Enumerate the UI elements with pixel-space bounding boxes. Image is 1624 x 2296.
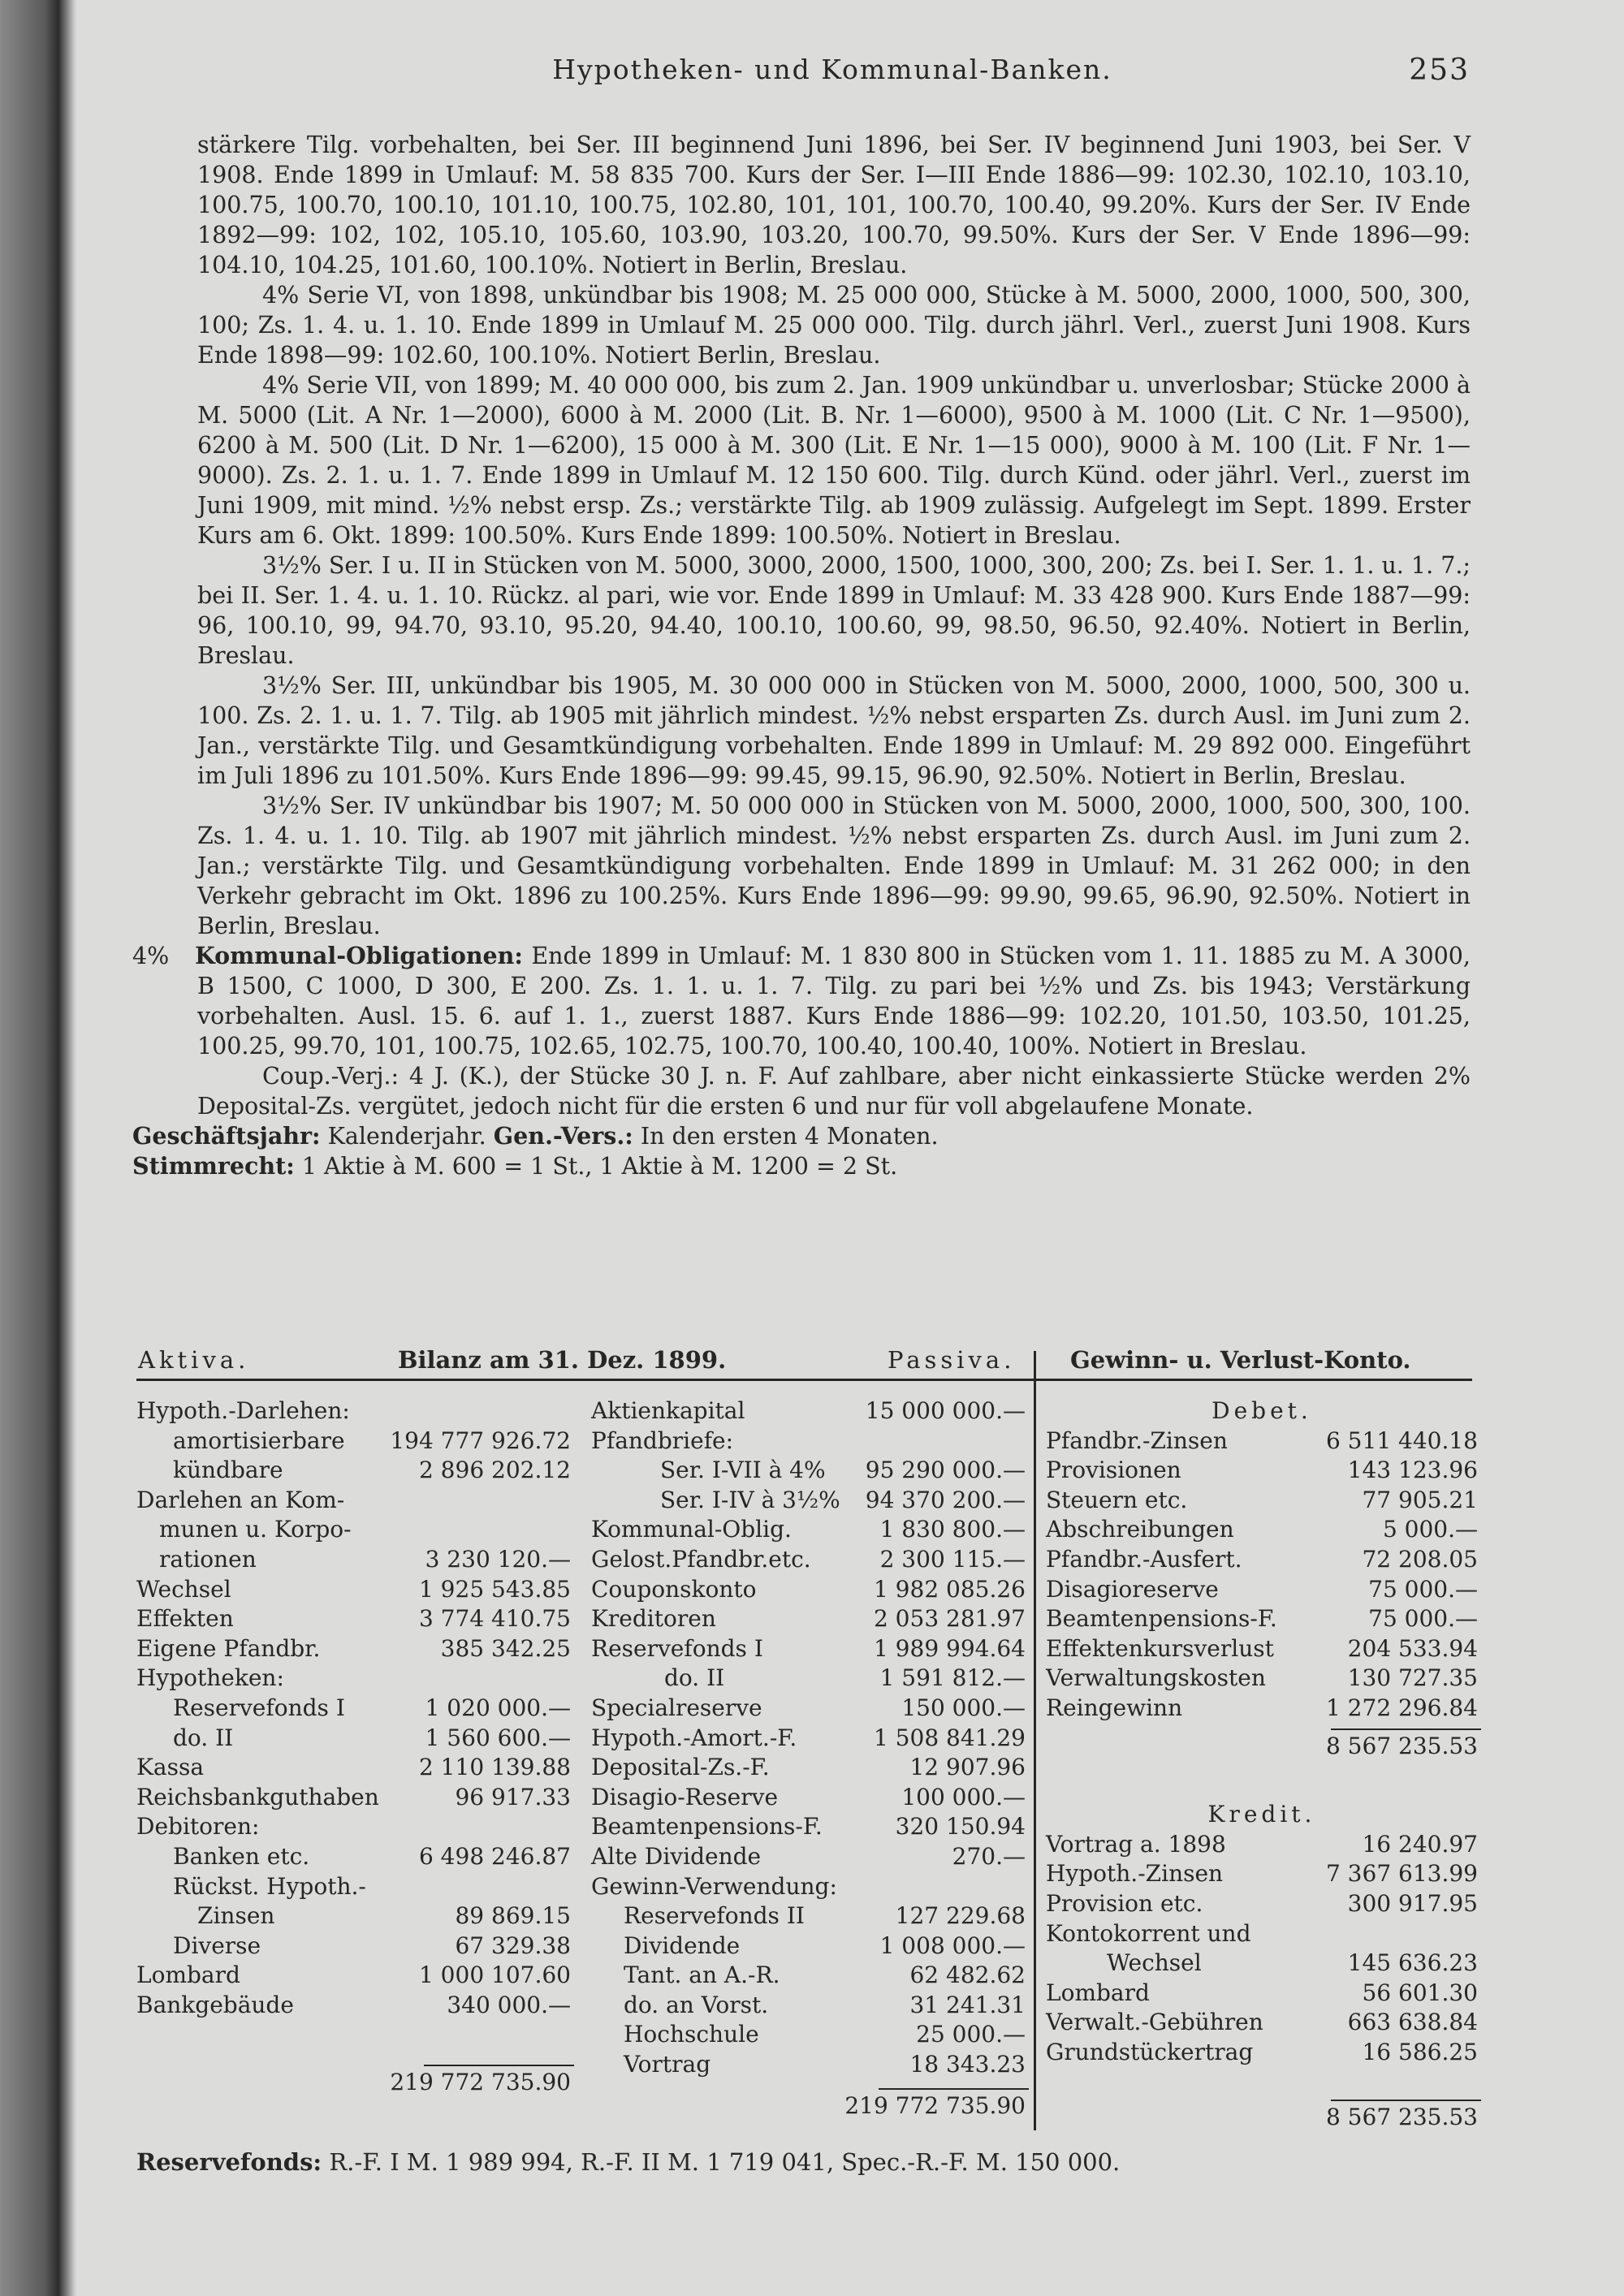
balance-row xyxy=(136,1901,571,1931)
body-text xyxy=(132,130,1471,1181)
balance-row-label: Steuern etc. xyxy=(1046,1486,1188,1513)
balance-heading-row xyxy=(136,1346,1472,1380)
balance-row-value: 16 240.97 xyxy=(1362,1830,1478,1858)
balance-row xyxy=(591,1931,1026,1962)
balance-row xyxy=(591,1842,1026,1872)
balance-row xyxy=(136,1515,571,1545)
balance-row-label: do. II xyxy=(173,1724,234,1751)
balance-row xyxy=(1046,1979,1478,2009)
balance-row xyxy=(591,1426,1026,1457)
balance-row xyxy=(136,1872,571,1902)
stimmrecht-label: Stimmrecht: xyxy=(132,1152,295,1180)
balance-row-value: 1 830 800.— xyxy=(879,1516,1026,1543)
balance-row-value: 62 482.62 xyxy=(909,1962,1026,1989)
gen-vers-value: In den ersten 4 Monaten. xyxy=(640,1123,939,1150)
sum-rule xyxy=(424,2065,574,2066)
balance-row-label: amortisierbare xyxy=(173,1426,345,1454)
balance-row-label: munen u. Korpo- xyxy=(159,1516,352,1543)
balance-row-label: Abschreibungen xyxy=(1046,1516,1234,1543)
book-binding-edge xyxy=(0,0,77,2296)
balance-total-value: 219 772 735.90 xyxy=(390,2069,571,2096)
reservefonds-value: R.-F. I M. 1 989 994, R.-F. II M. 1 719 041, Spec.-R.-F. M. 150 000. xyxy=(329,2148,1121,2176)
balance-row-label: Reservefonds I xyxy=(173,1694,345,1721)
balance-row-label: Zinsen xyxy=(197,1902,275,1930)
balance-row xyxy=(136,1812,571,1842)
balance-row-value: 300 917.95 xyxy=(1347,1889,1478,1917)
balance-row-value: 1 560 600.— xyxy=(425,1724,571,1751)
balance-row xyxy=(591,1486,1026,1516)
balance-row xyxy=(1046,1919,1478,1949)
balance-row-value: 130 727.35 xyxy=(1347,1664,1478,1692)
balance-row-label: Provision etc. xyxy=(1046,1889,1203,1917)
balance-row-label: Ser. I-IV à 3½% xyxy=(660,1486,840,1513)
balance-row xyxy=(136,1634,571,1664)
balance-row-label: Hypoth.-Zinsen xyxy=(1046,1860,1224,1888)
balance-row xyxy=(136,1694,571,1724)
balance-row-label: Hochschule xyxy=(624,2021,759,2048)
balance-row-value: 145 636.23 xyxy=(1347,1949,1478,1977)
geschaeftsjahr-label: Geschäftsjahr: xyxy=(132,1122,321,1150)
kommunal-heading: Kommunal-Obligationen: xyxy=(195,942,523,969)
balance-row xyxy=(136,1545,571,1575)
balance-row-value: 25 000.— xyxy=(916,2021,1026,2048)
balance-row xyxy=(136,1396,571,1426)
balance-row-value: 270.— xyxy=(952,1842,1026,1870)
page-header xyxy=(195,54,1470,94)
balance-row-label: Kontokorrent und xyxy=(1046,1919,1251,1947)
balance-row-value: 150 000.— xyxy=(901,1694,1026,1721)
kommunal-text: Ende 1899 in Umlauf: M. 1 830 800 in Stücken vom 1. 11. 1885 zu M. A 3000, B 1500, C 1000, D 300, E 200. Zs. 1. 1. u. 1. 7. Tilg. zu pari bei ½% und Zs. bis 1943; Verstärkung vorbehalten. Ausl. 15. 6. auf 1. 1., zuerst 1887. Kurs Ende 1886—99: 102.20, 101.50, 103.50, 101.25, 100.25, 99.70, 101, 100.75, 102.65, 102.75, 100.70, 100.40, 100.40, 100%. Notiert in Breslau. xyxy=(197,943,1471,1060)
balance-row-value: 385 342.25 xyxy=(440,1634,571,1662)
balance-row xyxy=(591,1604,1026,1634)
balance-row-value: 56 601.30 xyxy=(1362,1979,1478,2006)
balance-row-value: 6 498 246.87 xyxy=(418,1842,571,1870)
balance-row-label: Reingewinn xyxy=(1046,1694,1183,1721)
balance-row-value: 663 638.84 xyxy=(1347,2009,1478,2036)
balance-row-value: 320 150.94 xyxy=(895,1813,1026,1841)
balance-row xyxy=(591,1456,1026,1486)
balance-row-value: 143 123.96 xyxy=(1347,1457,1478,1484)
balance-row-label: Alte Dividende xyxy=(591,1842,762,1870)
balance-row-value: 75 000.— xyxy=(1368,1575,1478,1603)
guv-column xyxy=(1046,1396,1478,2130)
spacer xyxy=(1046,1758,1478,1800)
balance-row xyxy=(136,1724,571,1754)
balance-total-row xyxy=(1046,1728,1478,1759)
balance-row-label: Bankgebäude xyxy=(136,1991,294,2018)
balance-row xyxy=(1046,1515,1478,1545)
paragraph-3-5-ser-1-2: 3½% Ser. I u. II in Stücken von M. 5000, 3000, 2000, 1500, 1000, 300, 200; Zs. bei I. Ser. 1. 1. u. 1. 7.; bei II. Ser. 1. 4. u. 1. 10. Rückz. al pari, wie vor. Ende 1899 in Umlauf: M. 33 428 900. Kurs Ende 1887—99: 96, 100.10, 99, 94.70, 93.10, 95.20, 94.40, 100.10, 100.60, 99, 98.50, 96.50, 92.40%. Notiert in Berlin, Breslau. xyxy=(197,552,1471,669)
balance-row-value: 340 000.— xyxy=(447,1991,571,2018)
balance-row xyxy=(136,1664,571,1694)
paragraph-stimmrecht xyxy=(132,1151,1471,1181)
balance-row xyxy=(591,1724,1026,1754)
balance-row-value: 67 329.38 xyxy=(455,1931,571,1959)
balance-row xyxy=(1046,1830,1478,1860)
balance-row-label: Deposital-Zs.-F. xyxy=(591,1754,770,1781)
balance-row-label: Gelost.Pfandbr.etc. xyxy=(591,1545,811,1573)
balance-row-label: Hypoth.-Darlehen: xyxy=(136,1397,350,1424)
balance-row xyxy=(136,1783,571,1813)
balance-row-label: do. an Vorst. xyxy=(624,1991,769,2018)
balance-row xyxy=(136,1991,571,2021)
balance-row xyxy=(591,1396,1026,1426)
balance-row-value: 1 982 085.26 xyxy=(873,1575,1026,1603)
balance-row-label: Verwalt.-Gebühren xyxy=(1046,2009,1263,2036)
paragraph-series-1-5: stärkere Tilg. vorbehalten, bei Ser. III beginnend Juni 1896, bei Ser. IV beginnend Juni 1903, bei Ser. V 1908. Ende 1899 in Umlauf: M. 58 835 700. Kurs der Ser. I—III Ende 1886—99: 102.30, 102.10, 103.10, 100.75, 100.70, 100.10, 101.10, 100.75, 102.80, 101, 101, 100.70, 100.40, 99.20%. Kurs der Ser. IV Ende 1892—99: 102, 102, 105.10, 105.60, 103.90, 103.20, 100.70, 99.50%. Kurs der Ser. V Ende 1896—99: 104.10, 104.25, 101.60, 100.10%. Notiert in Berlin, Breslau. xyxy=(197,132,1471,278)
guv-title: Gewinn- u. Verlust-Konto. xyxy=(1070,1346,1411,1374)
balance-row xyxy=(1046,2008,1478,2038)
balance-row-label: Tant. an A.-R. xyxy=(624,1962,780,1989)
balance-row-value: 75 000.— xyxy=(1368,1605,1478,1633)
balance-row-value: 127 229.68 xyxy=(895,1902,1026,1930)
balance-row-value: 31 241.31 xyxy=(909,1991,1026,2018)
balance-top-rule xyxy=(136,1379,1472,1381)
balance-row-label: Diverse xyxy=(173,1931,261,1959)
balance-row-value: 94 370 200.— xyxy=(865,1486,1026,1513)
balance-row xyxy=(136,1604,571,1634)
balance-row xyxy=(591,1812,1026,1842)
balance-row-label: Wechsel xyxy=(136,1575,231,1603)
balance-row xyxy=(591,1901,1026,1931)
balance-row xyxy=(591,1753,1026,1783)
balance-row-label: Reservefonds I xyxy=(591,1634,763,1662)
balance-vertical-rule xyxy=(1034,1351,1036,2130)
balance-row-value: 16 586.25 xyxy=(1362,2038,1478,2065)
balance-row-label: Dividende xyxy=(624,1931,741,1959)
balance-row xyxy=(1046,1889,1478,1919)
balance-row-label: Couponskonto xyxy=(591,1575,757,1603)
balance-row-value: 96 917.33 xyxy=(455,1783,571,1810)
balance-row-label: Pfandbriefe: xyxy=(591,1426,734,1454)
balance-row xyxy=(1046,1575,1478,1605)
balance-total-row xyxy=(591,2088,1026,2118)
balance-row-value: 3 774 410.75 xyxy=(418,1605,571,1633)
sum-rule xyxy=(879,2088,1029,2090)
aktiva-column xyxy=(136,1396,571,2095)
balance-row-value: 18 343.23 xyxy=(909,2051,1026,2078)
balance-row xyxy=(591,1872,1026,1902)
balance-row-label: Hypoth.-Amort.-F. xyxy=(591,1724,797,1751)
balance-row-label: Verwaltungskosten xyxy=(1046,1664,1266,1692)
balance-row-label: Provisionen xyxy=(1046,1457,1181,1484)
balance-row-value: 1 989 994.64 xyxy=(873,1634,1026,1662)
balance-row-value: 1 591 812.— xyxy=(879,1664,1026,1692)
balance-row-label: Beamtenpensions-F. xyxy=(1046,1605,1277,1633)
geschaeftsjahr-value: Kalenderjahr. xyxy=(327,1123,486,1150)
paragraph-kommunal-obligationen xyxy=(132,941,1471,1061)
balance-row-label: Kassa xyxy=(136,1754,205,1781)
paragraph-coupon: Coup.-Verj.: 4 J. (K.), der Stücke 30 J. n. F. Auf zahlbare, aber nicht einkassierte Stücke werden 2% Deposital-Zs. vergütet, jedoch nicht für die ersten 6 und nur für voll abgelaufene Monate. xyxy=(197,1063,1471,1120)
balance-row xyxy=(591,2020,1026,2050)
paragraph-series-6: 4% Serie VI, von 1898, unkündbar bis 1908; M. 25 000 000, Stücke à M. 5000, 2000, 1000, 500, 300, 100; Zs. 1. 4. u. 1. 10. Ende 1899 in Umlauf M. 25 000 000. Tilg. durch jährl. Verl., zuerst Juni 1908. Kurs Ende 1898—99: 102.60, 100.10%. Notiert Berlin, Breslau. xyxy=(197,282,1471,369)
stimmrecht-value: 1 Aktie à M. 600 = 1 St., 1 Aktie à M. 1200 = 2 St. xyxy=(301,1153,898,1180)
balance-row xyxy=(136,1575,571,1605)
balance-row-value: 194 777 926.72 xyxy=(390,1426,571,1454)
section-label xyxy=(1046,1396,1478,1426)
balance-row xyxy=(591,1694,1026,1724)
balance-row-value: 204 533.94 xyxy=(1347,1634,1478,1662)
balance-row xyxy=(1046,1859,1478,1889)
balance-row-value: 2 053 281.97 xyxy=(873,1605,1026,1633)
reservefonds-label: Reservefonds: xyxy=(136,2148,322,2176)
balance-row-value: 2 300 115.— xyxy=(879,1545,1026,1573)
sum-rule xyxy=(1331,2100,1481,2101)
balance-row-label: Vortrag a. 1898 xyxy=(1046,1830,1226,1858)
paragraph-geschaeftsjahr xyxy=(132,1121,1471,1151)
balance-row xyxy=(136,1753,571,1783)
balance-row xyxy=(1046,1545,1478,1575)
paragraph-series-7: 4% Serie VII, von 1899; M. 40 000 000, bis zum 2. Jan. 1909 unkündbar u. unverlosbar; Stücke 2000 à M. 5000 (Lit. A Nr. 1—2000), 6000 à M. 2000 (Lit. B. Nr. 1—6000), 9500 à M. 1000 (Lit. C Nr. 1—9500), 6200 à M. 500 (Lit. D Nr. 1—6200), 15 000 à M. 300 (Lit. E Nr. 1—15 000), 9000 à M. 100 (Lit. F Nr. 1—9000). Zs. 2. 1. u. 1. 7. Ende 1899 in Umlauf M. 12 150 600. Tilg. durch Künd. oder jährl. Verl., zuerst im Juni 1909, mit mind. ½% nebst ersp. Zs.; verstärkte Tilg. ab 1909 zulässig. Aufgelegt im Sept. 1899. Erster Kurs am 6. Okt. 1899: 100.50%. Kurs Ende 1899: 100.50%. Notiert in Breslau. xyxy=(197,372,1471,549)
balance-row-label: Hypotheken: xyxy=(136,1664,284,1692)
balance-row xyxy=(1046,2038,1478,2068)
balance-row xyxy=(591,1664,1026,1694)
balance-row xyxy=(1046,1486,1478,1516)
balance-row-label: Aktienkapital xyxy=(591,1397,745,1424)
balance-row xyxy=(136,1931,571,1962)
balance-row-value: 100 000.— xyxy=(901,1783,1026,1810)
balance-row-label: Lombard xyxy=(136,1962,240,1989)
balance-row-value: 1 508 841.29 xyxy=(873,1724,1026,1751)
balance-row xyxy=(1046,1604,1478,1634)
balance-row-label: Pfandbr.-Ausfert. xyxy=(1046,1545,1242,1573)
balance-row xyxy=(591,1515,1026,1545)
balance-row-value: 5 000.— xyxy=(1382,1516,1478,1543)
balance-row xyxy=(591,1991,1026,2021)
balance-row-label: Effektenkursverlust xyxy=(1046,1634,1274,1662)
gen-vers-label: Gen.-Vers.: xyxy=(493,1122,633,1150)
balance-row xyxy=(1046,1456,1478,1486)
paragraph-3-5-ser-3: 3½% Ser. III, unkündbar bis 1905, M. 30 000 000 in Stücken von M. 5000, 2000, 1000, 500, 300 u. 100. Zs. 2. 1. u. 1. 7. Tilg. ab 1905 mit jährlich mindest. ½% nebst ersparten Zs. durch Ausl. im Juni zum 2. Jan., verstärkte Tilg. und Gesamtkündigung vorbehalten. Ende 1899 in Umlauf: M. 29 892 000. Eingeführt im Juli 1896 zu 101.50%. Kurs Ende 1896—99: 99.45, 99.15, 96.90, 92.50%. Notiert in Berlin, Breslau. xyxy=(197,672,1471,789)
paragraph-3-5-ser-4: 3½% Ser. IV unkündbar bis 1907; M. 50 000 000 in Stücken von M. 5000, 2000, 1000, 500, 300, 100. Zs. 1. 4. u. 1. 10. Tilg. ab 1907 mit jährlich mindest. ½% nebst ersparten Zs. durch Ausl. im Juni zum 2. Jan.; verstärkte Tilg. und Gesamtkündigung vorbehalten. Ende 1899 in Umlauf: M. 31 262 000; in den Verkehr gebracht im Okt. 1896 zu 100.25%. Kurs Ende 1896—99: 99.90, 99.65, 96.90, 92.50%. Notiert in Berlin, Breslau. xyxy=(197,792,1471,939)
balance-row-value: 77 905.21 xyxy=(1362,1486,1478,1513)
balance-row xyxy=(591,2050,1026,2080)
balance-row xyxy=(1046,1949,1478,1979)
balance-row xyxy=(591,1961,1026,1991)
balance-row xyxy=(136,1426,571,1457)
balance-total-row xyxy=(136,2065,571,2095)
balance-row-value: 6 511 440.18 xyxy=(1325,1426,1478,1454)
balance-row xyxy=(591,1783,1026,1813)
balance-row-label: Lombard xyxy=(1046,1979,1150,2006)
balance-row-label: Grundstückertrag xyxy=(1046,2038,1254,2065)
balance-total-value: 219 772 735.90 xyxy=(844,2091,1026,2119)
balance-row-value: 3 230 120.— xyxy=(425,1545,571,1573)
balance-row-label: Darlehen an Kom- xyxy=(136,1486,345,1513)
passiva-column xyxy=(591,1396,1026,2117)
bilanz-title: Bilanz am 31. Dez. 1899. xyxy=(398,1346,727,1374)
balance-row-label: Disagioreserve xyxy=(1046,1575,1219,1603)
balance-row-label: Kreditoren xyxy=(591,1605,716,1633)
balance-total-row xyxy=(1046,2100,1478,2130)
balance-row xyxy=(136,1961,571,1991)
section-label-text: Debet. xyxy=(1212,1397,1312,1424)
balance-row xyxy=(1046,1664,1478,1694)
passiva-label: Passiva. xyxy=(888,1346,1016,1374)
balance-row-label: rationen xyxy=(159,1545,257,1573)
balance-row-value: 1 020 000.— xyxy=(425,1694,571,1721)
balance-row xyxy=(591,1575,1026,1605)
kommunal-percent: 4% xyxy=(132,943,170,969)
balance-row-label: kündbare xyxy=(173,1457,283,1484)
balance-row-label: Specialreserve xyxy=(591,1694,762,1721)
balance-row xyxy=(136,1486,571,1516)
balance-row-value: 1 925 543.85 xyxy=(418,1575,571,1603)
balance-row-label: Wechsel xyxy=(1107,1949,1202,1977)
balance-row-label: Effekten xyxy=(136,1605,234,1633)
balance-row xyxy=(591,1634,1026,1664)
balance-row-label: Kommunal-Oblig. xyxy=(591,1516,792,1543)
balance-row xyxy=(1046,1694,1478,1724)
balance-row-label: Vortrag xyxy=(624,2051,711,2078)
sum-rule xyxy=(1331,1728,1481,1730)
section-label xyxy=(1046,1800,1478,1830)
balance-row xyxy=(1046,1634,1478,1664)
aktiva-label: Aktiva. xyxy=(138,1346,250,1374)
balance-row-value: 12 907.96 xyxy=(909,1754,1026,1781)
section-label-text: Kredit. xyxy=(1207,1801,1316,1828)
balance-row-value: 15 000 000.— xyxy=(865,1397,1026,1424)
balance-row xyxy=(136,1456,571,1486)
balance-row xyxy=(1046,1426,1478,1457)
balance-row-label: Debitoren: xyxy=(136,1813,260,1841)
balance-row-value: 7 367 613.99 xyxy=(1325,1860,1478,1888)
balance-row-label: do. II xyxy=(664,1664,725,1692)
page-number: 253 xyxy=(1409,54,1470,87)
balance-row-label: Disagio-Reserve xyxy=(591,1783,779,1810)
balance-row-value: 1 272 296.84 xyxy=(1325,1694,1478,1721)
balance-total-value: 8 567 235.53 xyxy=(1325,1732,1478,1759)
balance-row-value: 1 000 107.60 xyxy=(418,1962,571,1989)
balance-row xyxy=(591,1545,1026,1575)
balance-row-label: Beamtenpensions-F. xyxy=(591,1813,823,1841)
balance-row-label: Gewinn-Verwendung: xyxy=(591,1872,837,1900)
balance-row-value: 1 008 000.— xyxy=(879,1931,1026,1959)
balance-row-value: 89 869.15 xyxy=(455,1902,571,1930)
balance-row-label: Eigene Pfandbr. xyxy=(136,1634,321,1662)
balance-row-label: Ser. I-VII à 4% xyxy=(660,1457,826,1484)
balance-row-value: 2 110 139.88 xyxy=(418,1754,571,1781)
balance-row-label: Reservefonds II xyxy=(624,1902,805,1930)
balance-total-value: 8 567 235.53 xyxy=(1325,2104,1478,2131)
footer-reservefonds xyxy=(136,2147,1472,2177)
balance-row-label: Banken etc. xyxy=(173,1842,310,1870)
balance-row-value: 95 290 000.— xyxy=(865,1457,1026,1484)
balance-row-value: 2 896 202.12 xyxy=(418,1457,571,1484)
running-head: Hypotheken- und Kommunal-Banken. xyxy=(552,54,1112,85)
balance-row-label: Reichsbankguthaben xyxy=(136,1783,379,1810)
balance-row-label: Pfandbr.-Zinsen xyxy=(1046,1426,1228,1454)
balance-row xyxy=(136,1842,571,1872)
balance-row-label: Rückst. Hypoth.- xyxy=(173,1872,366,1900)
balance-row-value: 72 208.05 xyxy=(1362,1545,1478,1573)
